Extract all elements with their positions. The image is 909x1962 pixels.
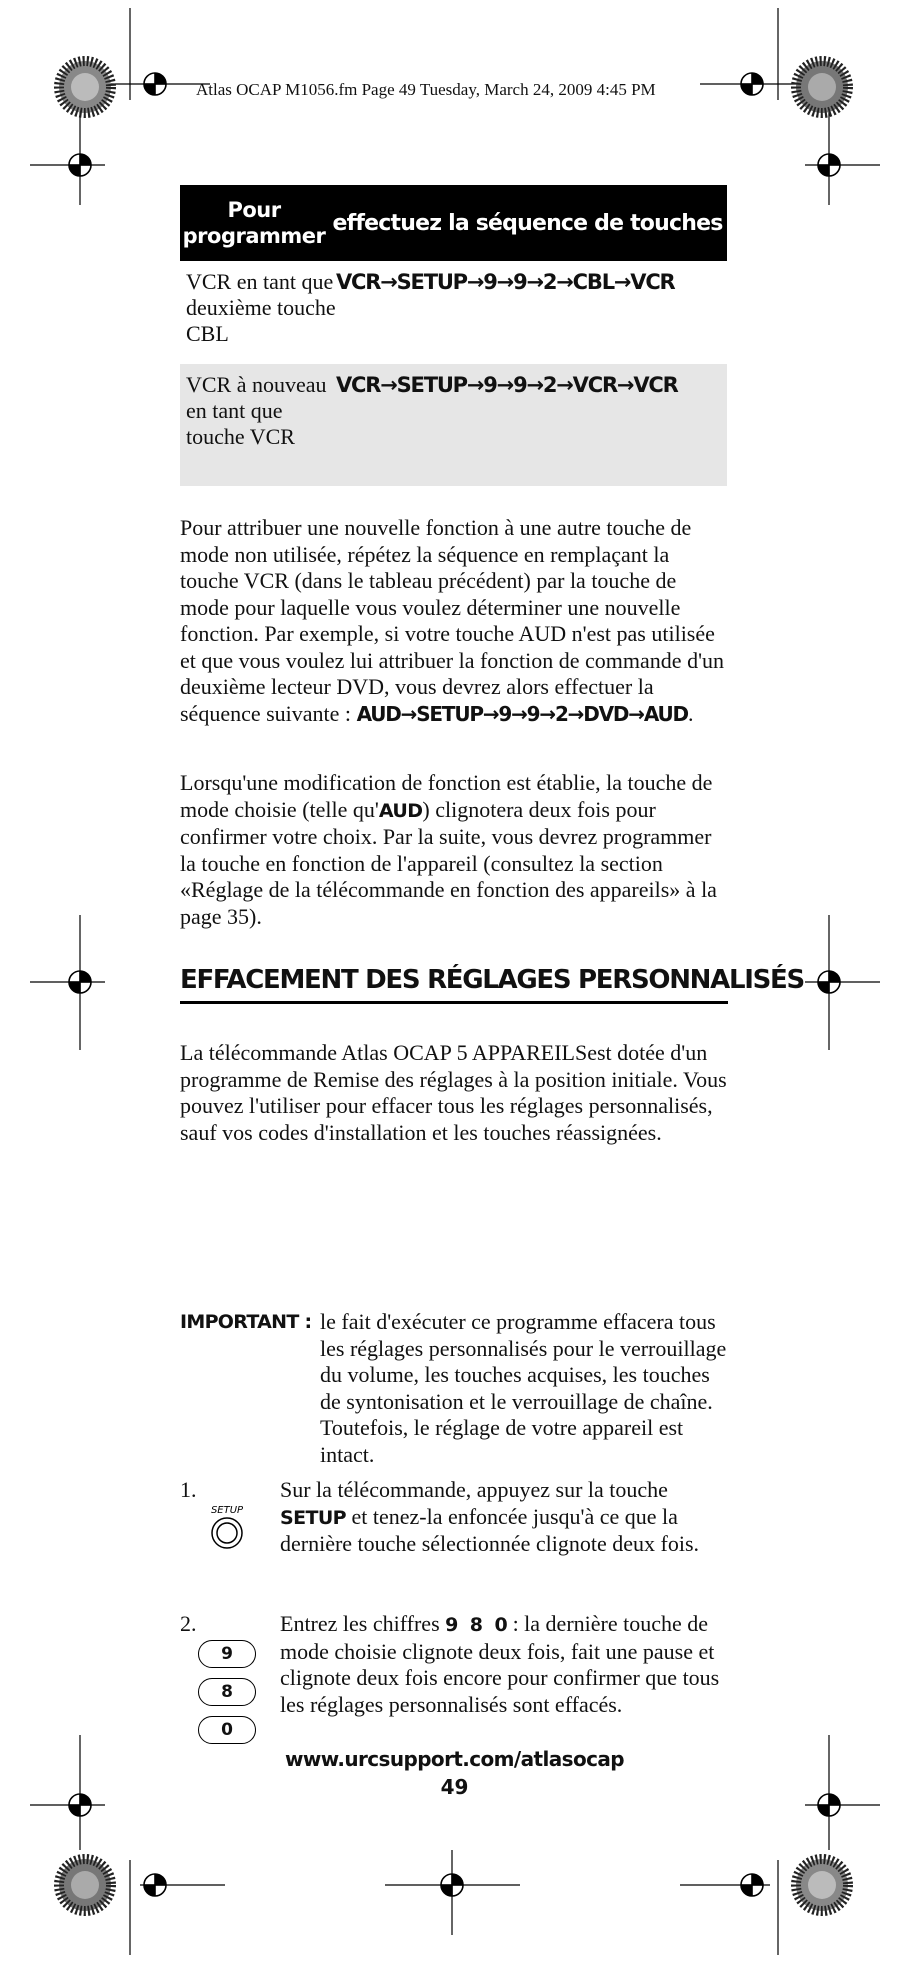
footer-url: www.urcsupport.com/atlasocap bbox=[285, 1747, 624, 1771]
important-label: IMPORTANT : bbox=[180, 1311, 312, 1333]
paragraph-confirm bbox=[180, 770, 728, 930]
setup-key-icon bbox=[202, 1500, 252, 1552]
table-header-col1: Pour programmer bbox=[182, 198, 326, 248]
step-text-part: et tenez-la enfoncée jusqu'à ce que la dernière touche sélectionnée clignote deux fois. bbox=[280, 1503, 700, 1556]
step-text bbox=[280, 1611, 730, 1718]
table-cell-target: VCR en tant que deuxième touche CBL bbox=[186, 269, 336, 346]
paragraph-end: . bbox=[687, 700, 694, 726]
step-text-part: Sur la télécommande, appuyez sur la touche bbox=[280, 1477, 668, 1502]
table-row bbox=[180, 261, 727, 364]
paragraph-text: Pour attribuer une nouvelle fonction à une autre touche de mode non utilisée, répétez la séquence en remplaçant la touche VCR (dans le tableau précédent) par la touche de mode pour laquelle vous voulez déterminer une nouvelle fonction. Par exemple, si votre touche AUD n'est pas utilisée et que vous voulez lui attribuer la fonction de commande d'un deuxième lecteur DVD, vous devrez alors effectuer la séquence suivante : bbox=[180, 515, 725, 726]
section-heading: EFFACEMENT DES RÉGLAGES PERSONNALISÉS bbox=[180, 965, 728, 1004]
table-cell-target: VCR à nouveau en tant que touche VCR bbox=[186, 372, 327, 449]
setup-key-label: SETUP bbox=[210, 1505, 244, 1516]
step-text bbox=[280, 1477, 730, 1558]
step-number: 1. bbox=[180, 1477, 197, 1502]
paragraph-reassign bbox=[180, 515, 728, 727]
table-cell-sequence: VCR→SETUP→9→9→2→CBL→VCR bbox=[336, 270, 675, 294]
step-text-part: Entrez les chiffres bbox=[280, 1611, 446, 1636]
page-number: 49 bbox=[440, 1775, 469, 1799]
paragraph-text: ) clignotera deux fois pour confirmer votre choix. Par la suite, vous devrez programmer la touche en fonction de l'appareil (consultez la section «Réglage de la télécommande en fonction des appareils» à la page 35). bbox=[180, 796, 717, 929]
paragraph-text: Lorsqu'une modification de fonction est établie, la touche de mode choisie (telle qu' bbox=[180, 770, 713, 822]
table-header-row bbox=[180, 185, 727, 261]
key-setup: SETUP bbox=[280, 1506, 346, 1529]
important-text bbox=[320, 1309, 730, 1468]
key-9-icon: 9 bbox=[198, 1640, 256, 1668]
programming-table bbox=[180, 185, 727, 486]
step-number: 2. bbox=[180, 1611, 197, 1636]
key-digits: 9 8 0 bbox=[445, 1614, 508, 1636]
table-row bbox=[180, 364, 727, 486]
key-0-icon: 0 bbox=[198, 1716, 256, 1744]
table-header-col2: effectuez la séquence de touches bbox=[332, 210, 723, 236]
important-body: le fait d'exécuter ce programme effacera tous les réglages personnalisés pour le verrouillage du volume, les touches acquises, les touches de syntonisation et le verrouillage de chaîne. Toutefois, le réglage de votre appareil est intact. bbox=[320, 1309, 727, 1467]
key-sequence: AUD→SETUP→9→9→2→DVD→AUD bbox=[356, 701, 688, 726]
digit-keys-icon bbox=[198, 1640, 256, 1744]
key-aud: AUD bbox=[378, 799, 423, 822]
print-header-line: Atlas OCAP M1056.fm Page 49 Tuesday, March 24, 2009 4:45 PM bbox=[196, 80, 656, 99]
starburst-mark-tl bbox=[59, 61, 111, 113]
step-text-part: : la dernière touche de mode choisie clignote deux fois, fait une pause et clignote deux fois encore pour confirmer que tous les réglages personnalisés sont effacés. bbox=[280, 1611, 720, 1717]
key-8-icon: 8 bbox=[198, 1678, 256, 1706]
paragraph-reset-intro: La télécommande Atlas OCAP 5 APPAREILSest dotée d'un programme de Remise des réglages à la position initiale. Vous pouvez l'utiliser pour effacer tous les réglages personnalisés, sauf vos codes d'installation et les touches réassignées. bbox=[180, 1040, 727, 1145]
table-cell-sequence: VCR→SETUP→9→9→2→VCR→VCR bbox=[336, 373, 678, 397]
